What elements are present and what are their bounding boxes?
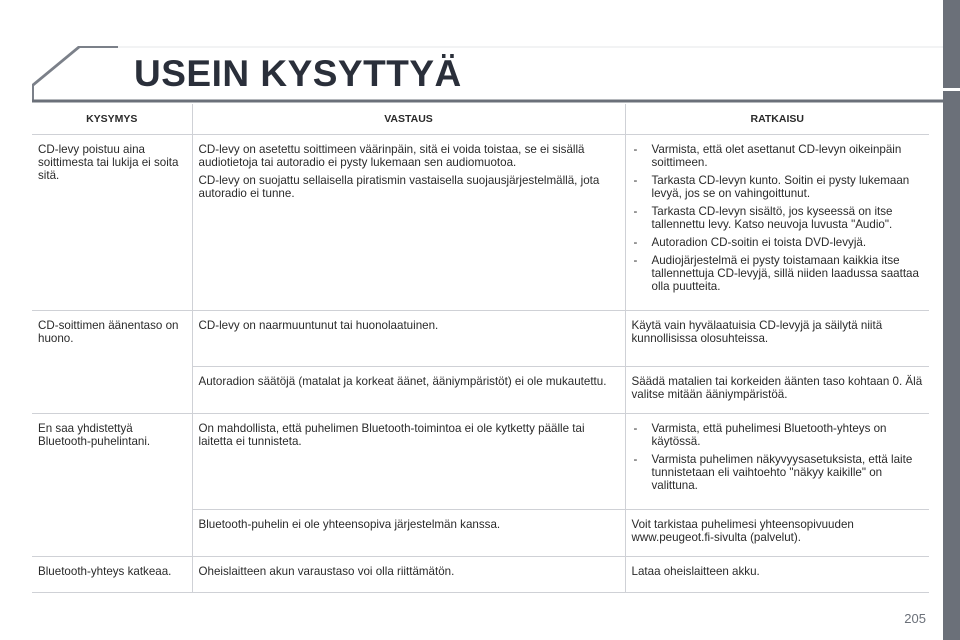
- side-tab-strip: [943, 0, 960, 640]
- column-header-question: KYSYMYS: [32, 104, 192, 135]
- solution-item: - Tarkasta CD-levyn kunto. Soitin ei pysty lukemaan levyä, jos se on vahingoittunut.: [632, 174, 924, 200]
- table-row: [32, 135, 929, 311]
- page-title: USEIN KYSYTTYÄ: [134, 53, 462, 94]
- question-cell: CD-soittimen äänentaso on huono.: [32, 311, 192, 414]
- solution-list: [632, 143, 924, 293]
- column-header-answer: VASTAUS: [192, 104, 625, 135]
- solution-item: - Tarkasta CD-levyn sisältö, jos kyseessä on itse tallennettu levy. Katso neuvoja luvusta "Audio".: [632, 205, 924, 231]
- solution-item: - Varmista, että puhelimesi Bluetooth-yhteys on käytössä.: [632, 422, 924, 448]
- solution-item: - Varmista, että olet asettanut CD-levyn oikeinpäin soittimeen.: [632, 143, 924, 169]
- solution-item: - Autoradion CD-soitin ei toista DVD-levyjä.: [632, 236, 924, 249]
- solution-cell: Säädä matalien tai korkeiden äänten taso kohtaan 0. Älä valitse mitään ääniympäristöä.: [625, 367, 929, 414]
- solution-cell: Käytä vain hyvälaatuisia CD-levyjä ja säilytä niitä kunnollisissa olosuhteissa.: [625, 311, 929, 367]
- solution-cell: [625, 414, 929, 510]
- table-row: [32, 311, 929, 367]
- faq-table: [32, 104, 929, 593]
- answer-cell: Oheislaitteen akun varaustaso voi olla riittämätön.: [192, 557, 625, 593]
- solution-cell: [625, 135, 929, 311]
- page-number: 205: [904, 611, 926, 626]
- column-header-solution: RATKAISU: [625, 104, 929, 135]
- solution-item: - Audiojärjestelmä ei pysty toistamaan kaikkia itse tallennettuja CD-levyjä, sillä niiden laadussa saattaa olla puutteita.: [632, 254, 924, 293]
- answer-cell: On mahdollista, että puhelimen Bluetooth-toimintoa ei ole kytketty päälle tai laitetta ei tunnisteta.: [192, 414, 625, 510]
- question-cell: CD-levy poistuu aina soittimesta tai lukija ei soita sitä.: [32, 135, 192, 311]
- answer-cell: Autoradion säätöjä (matalat ja korkeat äänet, ääniympäristöt) ei ole mukautettu.: [192, 367, 625, 414]
- answer-cell: Bluetooth-puhelin ei ole yhteensopiva järjestelmän kanssa.: [192, 510, 625, 557]
- question-cell: Bluetooth-yhteys katkeaa.: [32, 557, 192, 593]
- table-header-row: [32, 104, 929, 135]
- table-row: [32, 414, 929, 510]
- table-row: [32, 557, 929, 593]
- solution-item: - Varmista puhelimen näkyvyysasetuksista, että laite tunnistetaan eli vaihtoehto "näkyy kaikille" on valittuna.: [632, 453, 924, 492]
- solution-list: [632, 422, 924, 492]
- solution-cell: Voit tarkistaa puhelimesi yhteensopivuuden www.peugeot.fi-sivulta (palvelut).: [625, 510, 929, 557]
- answer-cell: CD-levy on naarmuuntunut tai huonolaatuinen.: [192, 311, 625, 367]
- side-tab-marker: [943, 88, 960, 91]
- question-cell: En saa yhdistettyä Bluetooth-puhelintani.: [32, 414, 192, 557]
- answer-cell: [192, 135, 625, 311]
- solution-cell: Lataa oheislaitteen akku.: [625, 557, 929, 593]
- answer-paragraph: CD-levy on suojattu sellaisella piratismin vastaisella suojausjärjestelmällä, jota autoradio ei tunne.: [198, 174, 600, 200]
- answer-paragraph: CD-levy on asetettu soittimeen väärinpäin, sitä ei voida toistaa, se ei sisällä audiotietoja tai autoradio ei pysty lukemaan sen audiomuotoa.: [198, 143, 585, 169]
